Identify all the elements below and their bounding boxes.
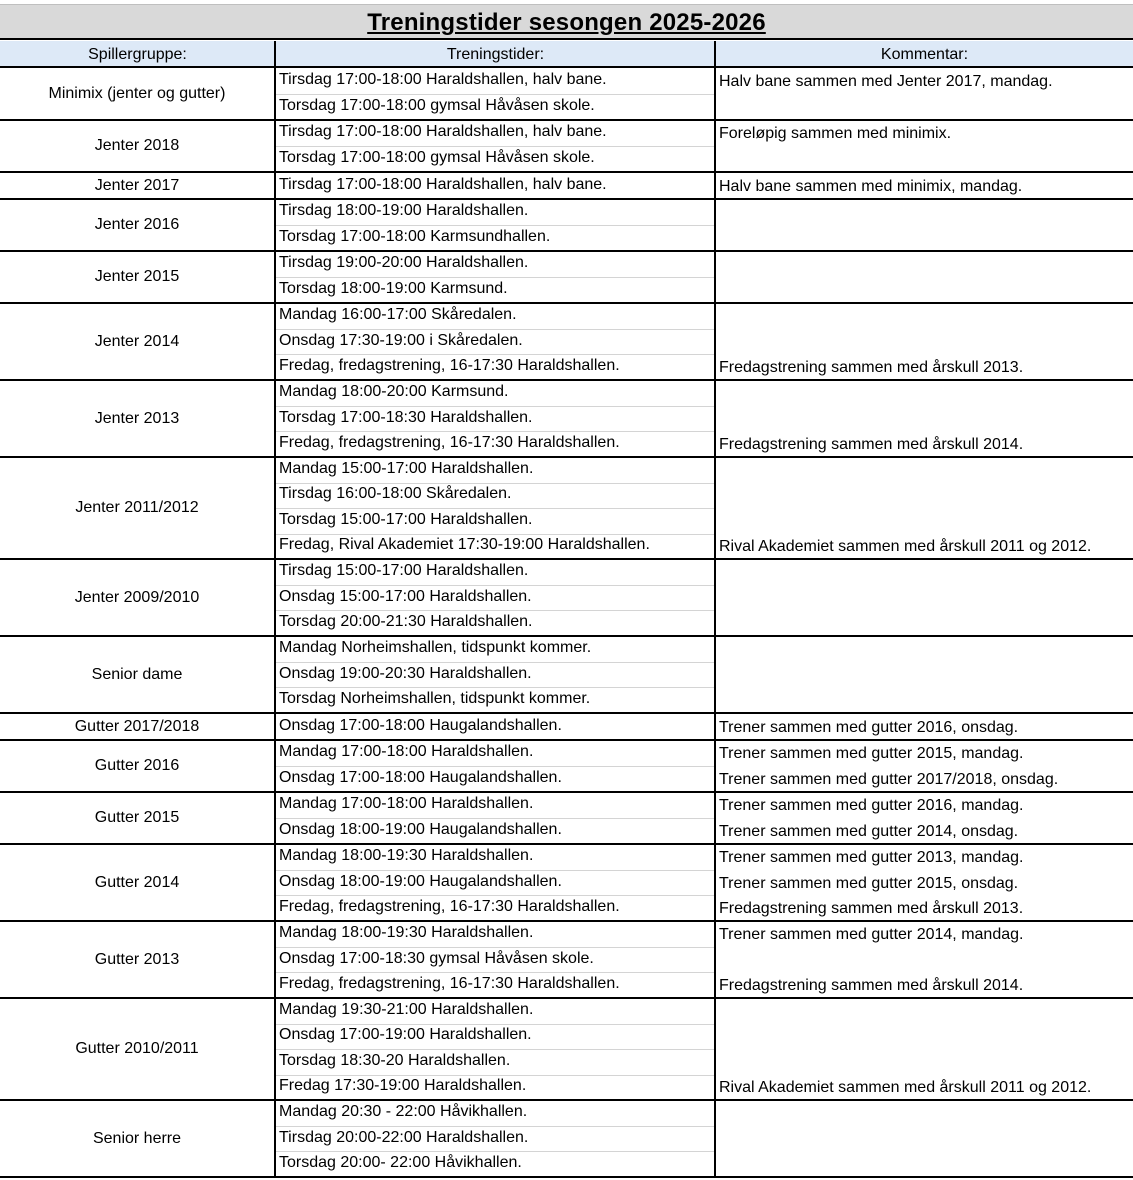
training-time: Tirsdag 17:00-18:00 Haraldshallen, halv bane.: [279, 71, 607, 88]
training-time: Torsdag 17:00-18:30 Haraldshallen.: [279, 408, 533, 426]
training-time: Tirsdag 16:00-18:00 Skåredalen.: [279, 485, 512, 503]
training-time: Onsdag 18:00-19:00 Haugalandshallen.: [279, 821, 562, 838]
training-time: Mandag 18:00-19:30 Haraldshallen.: [279, 923, 534, 941]
training-time: Mandag 18:00-20:00 Karmsund.: [279, 382, 509, 400]
training-time: Fredag, fredagstrening, 16-17:30 Haraldshallen.: [279, 357, 620, 375]
comment-text: Rival Akademiet sammen med årskull 2011 og 2012.: [719, 538, 1092, 556]
training-time: Fredag, fredagstrening, 16-17:30 Haraldshallen.: [279, 434, 620, 452]
training-time: Mandag 15:00-17:00 Haraldshallen.: [279, 459, 534, 477]
training-time: Tirsdag 15:00-17:00 Haraldshallen.: [279, 561, 529, 579]
training-time: Fredag, Rival Akademiet 17:30-19:00 Haraldshallen.: [279, 536, 650, 554]
training-time: Torsdag 20:00-21:30 Haraldshallen.: [279, 613, 533, 631]
training-time: Torsdag 15:00-17:00 Haraldshallen.: [279, 510, 533, 528]
training-time: Onsdag 17:00-19:00 Haraldshallen.: [279, 1026, 532, 1044]
page-title: Treningstider sesongen 2025-2026: [367, 9, 766, 36]
training-time: Mandag Norheimshallen, tidspunkt kommer.: [279, 638, 592, 656]
group-name: Jenter 2015: [94, 268, 180, 285]
training-time: Onsdag 19:00-20:30 Haraldshallen.: [279, 664, 532, 682]
training-time: Tirsdag 18:00-19:00 Haraldshallen.: [279, 202, 529, 219]
comment-text: Fredagstrening sammen med årskull 2014.: [719, 436, 1024, 454]
comment-text: Trener sammen med gutter 2017/2018, onsdag.: [719, 771, 1059, 788]
training-time: Tirsdag 20:00-22:00 Haraldshallen.: [279, 1128, 529, 1146]
comment-text: Fredagstrening sammen med årskull 2013.: [719, 900, 1024, 918]
group-name: Gutter 2015: [94, 809, 180, 826]
training-time: Torsdag 18:30-20 Haraldshallen.: [279, 1051, 511, 1069]
comment-text: Foreløpig sammen med minimix.: [719, 125, 952, 142]
group-name: Senior herre: [92, 1129, 182, 1147]
training-time: Torsdag 17:00-18:00 gymsal Håvåsen skole.: [279, 97, 595, 114]
comment-text: Trener sammen med gutter 2016, mandag.: [719, 797, 1024, 814]
group-name: Gutter 2013: [94, 950, 180, 968]
training-time: Mandag 20:30 - 22:00 Håvikhallen.: [279, 1102, 528, 1120]
group-name: Jenter 2014: [94, 332, 180, 350]
training-time: Fredag, fredagstrening, 16-17:30 Haraldshallen.: [279, 975, 620, 993]
training-time: Torsdag 17:00-18:00 Karmsundhallen.: [279, 228, 551, 245]
header-comment: Kommentar:: [716, 41, 1133, 68]
title-bar: [0, 4, 1133, 40]
training-time: Mandag 16:00-17:00 Skåredalen.: [279, 305, 517, 323]
training-time: Tirsdag 17:00-18:00 Haraldshallen, halv bane.: [279, 123, 607, 140]
group-name: Gutter 2017/2018: [74, 717, 200, 735]
comment-text: Trener sammen med gutter 2014, mandag.: [719, 925, 1024, 943]
training-time: Mandag 17:00-18:00 Haraldshallen.: [279, 743, 534, 760]
column-divider: [714, 41, 716, 1178]
training-time: Tirsdag 19:00-20:00 Haraldshallen.: [279, 254, 529, 271]
comment-text: Halv bane sammen med Jenter 2017, mandag.: [719, 73, 1053, 90]
group-name: Gutter 2014: [94, 873, 180, 891]
comment-text: Trener sammen med gutter 2015, mandag.: [719, 745, 1024, 762]
header-times: Treningstider:: [276, 41, 715, 68]
training-time: Torsdag 20:00- 22:00 Håvikhallen.: [279, 1154, 522, 1172]
training-time: Mandag 18:00-19:30 Haraldshallen.: [279, 846, 534, 864]
group-name: Jenter 2017: [94, 176, 180, 194]
group-divider: [0, 1176, 1133, 1178]
training-time: Torsdag Norheimshallen, tidspunkt kommer.: [279, 690, 591, 708]
comment-text: Halv bane sammen med minimix, mandag.: [719, 177, 1023, 195]
training-time: Fredag 17:30-19:00 Haraldshallen.: [279, 1077, 527, 1095]
group-name: Jenter 2011/2012: [75, 499, 199, 516]
group-name: Jenter 2016: [94, 216, 180, 233]
comment-text: Trener sammen med gutter 2015, onsdag.: [719, 874, 1019, 892]
comment-text: Trener sammen med gutter 2014, onsdag.: [719, 823, 1019, 840]
group-name: Jenter 2013: [94, 409, 180, 427]
group-name: Minimix (jenter og gutter): [48, 85, 226, 102]
training-time: Fredag, fredagstrening, 16-17:30 Haraldshallen.: [279, 898, 620, 916]
group-name: Gutter 2016: [94, 757, 180, 774]
column-divider: [274, 41, 276, 1178]
comment-text: Trener sammen med gutter 2013, mandag.: [719, 848, 1024, 866]
comment-text: Trener sammen med gutter 2016, onsdag.: [719, 718, 1019, 736]
training-time: Onsdag 17:00-18:00 Haugalandshallen.: [279, 716, 562, 734]
training-time: Onsdag 17:30-19:00 i Skåredalen.: [279, 331, 523, 349]
training-time: Tirsdag 17:00-18:00 Haraldshallen, halv bane.: [279, 175, 607, 193]
training-time: Mandag 19:30-21:00 Haraldshallen.: [279, 1000, 534, 1018]
group-name: Jenter 2018: [94, 137, 180, 154]
training-time: Mandag 17:00-18:00 Haraldshallen.: [279, 795, 534, 812]
training-time: Torsdag 17:00-18:00 gymsal Håvåsen skole.: [279, 149, 595, 166]
comment-text: Rival Akademiet sammen med årskull 2011 og 2012.: [719, 1079, 1092, 1097]
comment-text: Fredagstrening sammen med årskull 2013.: [719, 359, 1024, 377]
training-time: Onsdag 18:00-19:00 Haugalandshallen.: [279, 872, 562, 890]
group-name: Senior dame: [91, 665, 183, 683]
group-name: Gutter 2010/2011: [75, 1040, 199, 1057]
training-time: Onsdag 17:00-18:30 gymsal Håvåsen skole.: [279, 949, 594, 967]
training-time: Onsdag 15:00-17:00 Haraldshallen.: [279, 587, 532, 605]
training-time: Torsdag 18:00-19:00 Karmsund.: [279, 280, 508, 297]
training-time: Onsdag 17:00-18:00 Haugalandshallen.: [279, 769, 562, 786]
group-name: Jenter 2009/2010: [74, 588, 200, 606]
comment-text: Fredagstrening sammen med årskull 2014.: [719, 977, 1024, 995]
header-group: Spillergruppe:: [0, 41, 275, 68]
